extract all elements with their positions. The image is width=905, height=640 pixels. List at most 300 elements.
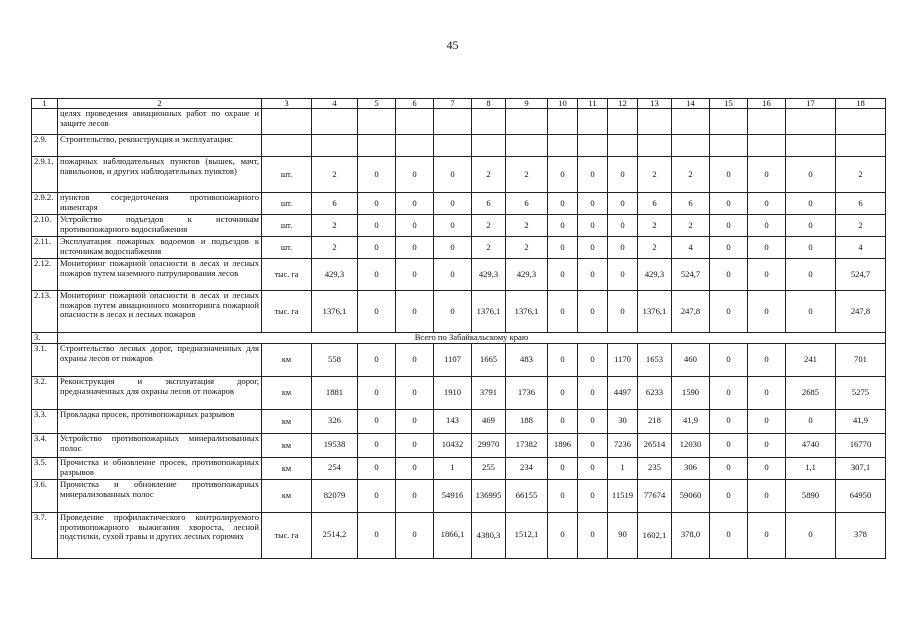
value-cell: 0 <box>548 157 578 193</box>
value-cell: 0 <box>748 479 786 512</box>
value-cell: 0 <box>710 259 748 291</box>
value-cell: 247,8 <box>836 291 886 333</box>
header-cell: 10 <box>548 99 578 109</box>
value-cell: 4497 <box>608 376 638 409</box>
value-cell: 306 <box>672 457 710 479</box>
value-cell <box>548 109 578 135</box>
value-cell: 0 <box>548 215 578 237</box>
row-unit <box>262 135 312 157</box>
value-cell: 12030 <box>672 433 710 457</box>
value-cell: 0 <box>786 259 836 291</box>
row-number: 3.2. <box>32 376 58 409</box>
row-number <box>32 109 58 135</box>
value-cell: 0 <box>748 193 786 215</box>
table-row <box>32 291 886 333</box>
value-cell <box>396 135 434 157</box>
value-cell: 1 <box>608 457 638 479</box>
value-cell: 0 <box>578 157 608 193</box>
header-cell: 16 <box>748 99 786 109</box>
value-cell: 326 <box>312 409 358 433</box>
header-cell: 13 <box>638 99 672 109</box>
value-cell: 4380,3 <box>472 512 506 558</box>
value-cell: 2 <box>472 237 506 259</box>
value-cell: 0 <box>710 457 748 479</box>
value-cell: 6 <box>506 193 548 215</box>
row-number: 3.6. <box>32 479 58 512</box>
value-cell: 429,3 <box>506 259 548 291</box>
value-cell <box>312 109 358 135</box>
value-cell: 0 <box>578 237 608 259</box>
value-cell: 2 <box>506 157 548 193</box>
value-cell: 0 <box>548 409 578 433</box>
value-cell <box>638 135 672 157</box>
table-row <box>32 376 886 409</box>
row-unit: тыс. га <box>262 259 312 291</box>
value-cell: 0 <box>396 259 434 291</box>
value-cell: 0 <box>396 457 434 479</box>
value-cell <box>748 109 786 135</box>
value-cell: 378 <box>836 512 886 558</box>
value-cell: 0 <box>396 193 434 215</box>
value-cell: 0 <box>748 215 786 237</box>
value-cell: 0 <box>748 409 786 433</box>
table-row <box>32 215 886 237</box>
value-cell: 247,8 <box>672 291 710 333</box>
header-cell: 15 <box>710 99 748 109</box>
value-cell: 0 <box>358 343 396 376</box>
value-cell: 0 <box>358 157 396 193</box>
row-number: 3.5. <box>32 457 58 479</box>
value-cell: 0 <box>358 457 396 479</box>
value-cell: 82079 <box>312 479 358 512</box>
value-cell: 0 <box>358 376 396 409</box>
row-name: Реконструкция и эксплуатация дорог, предназначенных для охраны лесов от пожаров <box>58 376 262 409</box>
value-cell: 1376,1 <box>506 291 548 333</box>
value-cell <box>836 135 886 157</box>
value-cell: 0 <box>358 433 396 457</box>
section-number: 3. <box>32 333 58 344</box>
value-cell: 0 <box>578 433 608 457</box>
value-cell: 0 <box>786 215 836 237</box>
table-row <box>32 237 886 259</box>
value-cell: 0 <box>748 376 786 409</box>
value-cell: 0 <box>396 512 434 558</box>
value-cell: 6233 <box>638 376 672 409</box>
table-row <box>32 479 886 512</box>
value-cell: 0 <box>710 193 748 215</box>
row-number: 3.3. <box>32 409 58 433</box>
value-cell: 1602,1 <box>638 512 672 558</box>
value-cell: 0 <box>578 457 608 479</box>
value-cell: 64950 <box>836 479 886 512</box>
value-cell: 2 <box>638 237 672 259</box>
value-cell: 0 <box>710 433 748 457</box>
value-cell: 6 <box>312 193 358 215</box>
table-row <box>32 409 886 433</box>
row-unit: км <box>262 457 312 479</box>
value-cell: 1376,1 <box>638 291 672 333</box>
row-unit: км <box>262 409 312 433</box>
value-cell: 0 <box>608 215 638 237</box>
value-cell <box>506 109 548 135</box>
value-cell: 2 <box>638 157 672 193</box>
value-cell: 0 <box>748 157 786 193</box>
value-cell <box>506 135 548 157</box>
value-cell: 1107 <box>434 343 472 376</box>
value-cell: 4740 <box>786 433 836 457</box>
row-unit: км <box>262 376 312 409</box>
value-cell: 0 <box>748 291 786 333</box>
value-cell: 2 <box>506 237 548 259</box>
row-unit: шт. <box>262 237 312 259</box>
value-cell: 0 <box>608 291 638 333</box>
value-cell: 0 <box>710 343 748 376</box>
value-cell: 0 <box>710 479 748 512</box>
row-name: Мониторинг пожарной опасности в лесах и лесных пожаров путем наземного патрулирования лесов <box>58 259 262 291</box>
row-number: 2.11. <box>32 237 58 259</box>
value-cell <box>578 135 608 157</box>
value-cell: 0 <box>786 291 836 333</box>
value-cell: 1,1 <box>786 457 836 479</box>
value-cell: 558 <box>312 343 358 376</box>
value-cell <box>472 109 506 135</box>
value-cell <box>548 135 578 157</box>
value-cell: 1 <box>434 457 472 479</box>
value-cell: 0 <box>786 237 836 259</box>
value-cell: 0 <box>358 479 396 512</box>
value-cell: 0 <box>434 237 472 259</box>
value-cell <box>672 135 710 157</box>
value-cell: 66155 <box>506 479 548 512</box>
header-cell: 6 <box>396 99 434 109</box>
value-cell: 0 <box>358 512 396 558</box>
value-cell: 90 <box>608 512 638 558</box>
value-cell: 0 <box>434 215 472 237</box>
value-cell: 0 <box>578 193 608 215</box>
row-number: 2.10. <box>32 215 58 237</box>
value-cell: 0 <box>548 343 578 376</box>
value-cell: 6 <box>836 193 886 215</box>
row-name: Устройство подъездов к источникам противопожарного водоснабжения <box>58 215 262 237</box>
row-name: Прочистка и обновление просек, противопожарных разрывов <box>58 457 262 479</box>
value-cell: 2 <box>506 215 548 237</box>
table-row <box>32 512 886 558</box>
value-cell: 2 <box>312 215 358 237</box>
header-cell: 17 <box>786 99 836 109</box>
value-cell: 255 <box>472 457 506 479</box>
value-cell: 0 <box>548 376 578 409</box>
value-cell: 0 <box>358 409 396 433</box>
value-cell: 1376,1 <box>472 291 506 333</box>
value-cell: 6 <box>672 193 710 215</box>
value-cell: 429,3 <box>472 259 506 291</box>
value-cell: 3791 <box>472 376 506 409</box>
value-cell: 0 <box>396 237 434 259</box>
value-cell: 2 <box>672 157 710 193</box>
value-cell: 0 <box>396 291 434 333</box>
value-cell: 188 <box>506 409 548 433</box>
row-unit: км <box>262 433 312 457</box>
value-cell: 2514,2 <box>312 512 358 558</box>
value-cell: 136995 <box>472 479 506 512</box>
value-cell: 0 <box>396 343 434 376</box>
value-cell: 0 <box>548 291 578 333</box>
value-cell: 4 <box>672 237 710 259</box>
value-cell: 0 <box>548 259 578 291</box>
value-cell: 0 <box>786 409 836 433</box>
row-unit: тыс. га <box>262 512 312 558</box>
value-cell: 0 <box>608 259 638 291</box>
row-number: 2.9.1. <box>32 157 58 193</box>
value-cell: 59060 <box>672 479 710 512</box>
value-cell: 0 <box>710 291 748 333</box>
value-cell: 0 <box>748 237 786 259</box>
value-cell: 0 <box>710 512 748 558</box>
value-cell: 0 <box>578 291 608 333</box>
value-cell <box>608 109 638 135</box>
value-cell: 2 <box>638 215 672 237</box>
value-cell: 0 <box>548 237 578 259</box>
value-cell: 0 <box>396 479 434 512</box>
row-name: Мониторинг пожарной опасности в лесах и лесных пожаров путем авиационного мониторинга пожарной опасности в лесах и лесных пожаров <box>58 291 262 333</box>
value-cell: 1896 <box>548 433 578 457</box>
value-cell: 1665 <box>472 343 506 376</box>
value-cell: 0 <box>434 291 472 333</box>
value-cell: 5275 <box>836 376 886 409</box>
row-name: пунктов сосредоточения противопожарного инвентаря <box>58 193 262 215</box>
value-cell: 0 <box>786 193 836 215</box>
value-cell: 0 <box>710 157 748 193</box>
value-cell: 0 <box>396 215 434 237</box>
value-cell <box>748 135 786 157</box>
value-cell <box>312 135 358 157</box>
table-row <box>32 457 886 479</box>
row-unit: шт. <box>262 193 312 215</box>
value-cell: 1590 <box>672 376 710 409</box>
value-cell: 307,1 <box>836 457 886 479</box>
value-cell: 1512,1 <box>506 512 548 558</box>
value-cell <box>608 135 638 157</box>
value-cell: 469 <box>472 409 506 433</box>
page-number: 45 <box>446 38 459 52</box>
value-cell <box>710 135 748 157</box>
value-cell: 0 <box>396 433 434 457</box>
value-cell: 0 <box>548 479 578 512</box>
value-cell: 0 <box>710 409 748 433</box>
value-cell: 1866,1 <box>434 512 472 558</box>
header-cell: 8 <box>472 99 506 109</box>
header-cell: 2 <box>58 99 262 109</box>
value-cell: 0 <box>396 376 434 409</box>
value-cell: 77674 <box>638 479 672 512</box>
value-cell: 0 <box>358 259 396 291</box>
row-number: 2.13. <box>32 291 58 333</box>
table-row <box>32 343 886 376</box>
section-row <box>32 333 886 344</box>
value-cell: 2 <box>472 215 506 237</box>
row-unit: км <box>262 343 312 376</box>
value-cell: 0 <box>748 433 786 457</box>
value-cell: 19538 <box>312 433 358 457</box>
table-row <box>32 193 886 215</box>
value-cell: 0 <box>748 259 786 291</box>
header-cell: 5 <box>358 99 396 109</box>
value-cell: 1376,1 <box>312 291 358 333</box>
value-cell: 429,3 <box>638 259 672 291</box>
row-name: Прокладка просек, противопожарных разрывов <box>58 409 262 433</box>
value-cell: 1910 <box>434 376 472 409</box>
value-cell <box>710 109 748 135</box>
value-cell: 218 <box>638 409 672 433</box>
header-cell: 11 <box>578 99 608 109</box>
value-cell: 30 <box>608 409 638 433</box>
value-cell: 483 <box>506 343 548 376</box>
value-cell: 0 <box>608 237 638 259</box>
row-name: Прочистка и обновление противопожарных минерализованных полос <box>58 479 262 512</box>
value-cell: 6 <box>472 193 506 215</box>
row-unit: км <box>262 479 312 512</box>
row-number: 2.9. <box>32 135 58 157</box>
value-cell: 0 <box>548 193 578 215</box>
value-cell: 0 <box>578 512 608 558</box>
value-cell: 0 <box>786 512 836 558</box>
row-unit: шт. <box>262 157 312 193</box>
row-unit: шт. <box>262 215 312 237</box>
value-cell: 0 <box>548 457 578 479</box>
value-cell: 2 <box>472 157 506 193</box>
value-cell: 429,3 <box>312 259 358 291</box>
header-cell: 4 <box>312 99 358 109</box>
value-cell: 0 <box>710 376 748 409</box>
value-cell: 0 <box>578 215 608 237</box>
value-cell: 7236 <box>608 433 638 457</box>
value-cell: 524,7 <box>836 259 886 291</box>
value-cell: 0 <box>608 193 638 215</box>
value-cell: 0 <box>748 457 786 479</box>
header-cell: 7 <box>434 99 472 109</box>
table-row <box>32 259 886 291</box>
section-title: Всего по Забайкальскому краю <box>58 333 886 344</box>
value-cell: 54916 <box>434 479 472 512</box>
value-cell: 0 <box>578 479 608 512</box>
value-cell: 0 <box>434 193 472 215</box>
value-cell: 1170 <box>608 343 638 376</box>
value-cell: 29970 <box>472 433 506 457</box>
row-number: 3.7. <box>32 512 58 558</box>
value-cell: 234 <box>506 457 548 479</box>
value-cell: 0 <box>748 343 786 376</box>
value-cell <box>672 109 710 135</box>
value-cell: 0 <box>710 215 748 237</box>
value-cell: 4 <box>836 237 886 259</box>
table-row <box>32 109 886 135</box>
value-cell: 16770 <box>836 433 886 457</box>
row-number: 2.12. <box>32 259 58 291</box>
value-cell: 1881 <box>312 376 358 409</box>
value-cell: 0 <box>434 259 472 291</box>
value-cell: 2 <box>836 215 886 237</box>
value-cell <box>786 109 836 135</box>
row-number: 2.9.2. <box>32 193 58 215</box>
row-unit <box>262 109 312 135</box>
header-cell: 9 <box>506 99 548 109</box>
value-cell: 2 <box>672 215 710 237</box>
value-cell: 235 <box>638 457 672 479</box>
value-cell <box>578 109 608 135</box>
value-cell: 41,9 <box>836 409 886 433</box>
table-row <box>32 135 886 157</box>
value-cell: 2 <box>836 157 886 193</box>
data-table <box>31 98 886 559</box>
header-cell: 14 <box>672 99 710 109</box>
value-cell: 11519 <box>608 479 638 512</box>
value-cell: 0 <box>578 343 608 376</box>
value-cell: 378,0 <box>672 512 710 558</box>
value-cell: 143 <box>434 409 472 433</box>
value-cell: 254 <box>312 457 358 479</box>
row-name: Проведение профилактического контролируемого противопожарного выжигания хвороста, лесной подстилки, сухой травы и других лесных горючих <box>58 512 262 558</box>
value-cell: 2 <box>312 157 358 193</box>
value-cell: 701 <box>836 343 886 376</box>
value-cell: 524,7 <box>672 259 710 291</box>
value-cell: 0 <box>396 157 434 193</box>
table-row <box>32 433 886 457</box>
value-cell: 0 <box>358 237 396 259</box>
value-cell: 0 <box>578 376 608 409</box>
row-unit: тыс. га <box>262 291 312 333</box>
value-cell <box>836 109 886 135</box>
value-cell: 0 <box>608 157 638 193</box>
value-cell <box>434 109 472 135</box>
value-cell <box>396 109 434 135</box>
value-cell: 0 <box>786 157 836 193</box>
value-cell: 0 <box>434 157 472 193</box>
value-cell: 0 <box>578 409 608 433</box>
value-cell: 2 <box>312 237 358 259</box>
value-cell: 0 <box>396 409 434 433</box>
value-cell: 0 <box>358 215 396 237</box>
value-cell: 17382 <box>506 433 548 457</box>
value-cell: 0 <box>710 237 748 259</box>
row-name: пожарных наблюдательных пунктов (вышек, мачт, павильонов, и других наблюдательных пунктов) <box>58 157 262 193</box>
value-cell <box>472 135 506 157</box>
header-cell: 12 <box>608 99 638 109</box>
row-name: Устройство противопожарных минерализованных полос <box>58 433 262 457</box>
row-name: Эксплуатация пожарных водоемов и подъездов к источникам водоснабжения <box>58 237 262 259</box>
value-cell: 0 <box>358 291 396 333</box>
header-cell: 3 <box>262 99 312 109</box>
value-cell <box>358 135 396 157</box>
value-cell: 10432 <box>434 433 472 457</box>
value-cell: 26514 <box>638 433 672 457</box>
row-name: Строительство, реконструкция и эксплуатация: <box>58 135 262 157</box>
table-row <box>32 157 886 193</box>
value-cell <box>434 135 472 157</box>
header-row <box>32 99 886 109</box>
value-cell: 5890 <box>786 479 836 512</box>
value-cell <box>638 109 672 135</box>
value-cell: 460 <box>672 343 710 376</box>
value-cell <box>786 135 836 157</box>
value-cell: 6 <box>638 193 672 215</box>
value-cell: 241 <box>786 343 836 376</box>
row-number: 3.4. <box>32 433 58 457</box>
value-cell: 2685 <box>786 376 836 409</box>
row-name: целях проведения авиационных работ по охране и защите лесов <box>58 109 262 135</box>
header-cell: 1 <box>32 99 58 109</box>
value-cell: 0 <box>578 259 608 291</box>
row-name: Строительство лесных дорог, предназначенных для охраны лесов от пожаров <box>58 343 262 376</box>
